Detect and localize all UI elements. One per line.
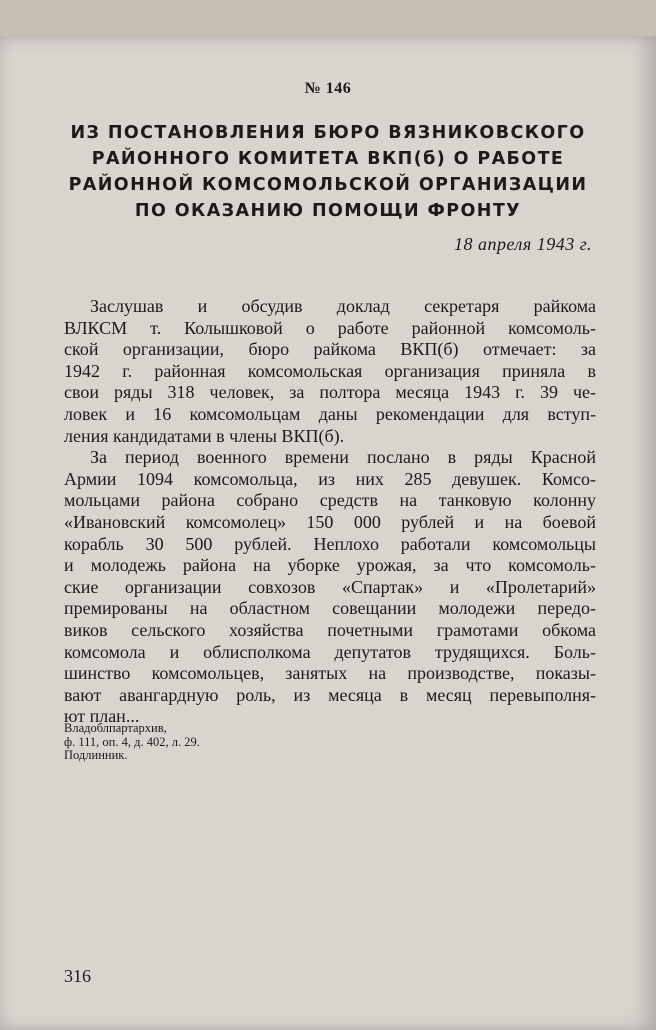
text-line: ские организации совхозов «Спартак» и «Пролетарий» (64, 576, 596, 597)
text-line: вают авангардную роль, из месяца в месяц перевыполня- (64, 684, 596, 705)
text-line: ВЛКСМ т. Колышковой о работе районной комсомоль- (64, 317, 596, 338)
text-line: виков сельского хозяйства почетными грамотами обкома (64, 619, 596, 640)
document-number: № 146 (304, 80, 352, 97)
text-line: мольцами района собрано средств на танковую колонну (64, 490, 596, 511)
text-line: «Ивановский комсомолец» 150 000 рублей и на боевой (64, 511, 596, 532)
scan-top-strip (0, 0, 656, 36)
document-title (60, 120, 596, 224)
text-line: корабль 30 500 рублей. Неплохо работали комсомольцы (64, 533, 596, 554)
text-line: комсомола и облисполкома депутатов трудящихся. Боль- (64, 641, 596, 662)
title-line: ПО ОКАЗАНИЮ ПОМОЩИ ФРОНТУ (134, 201, 522, 221)
title-line: РАЙОННОГО КОМИТЕТА ВКП(б) О РАБОТЕ (91, 149, 565, 169)
text-line: 1942 г. районная комсомольская организация приняла в (64, 360, 596, 381)
archive-line: Подлинник. (64, 748, 128, 762)
title-line: РАЙОННОЙ КОМСОМОЛЬСКОЙ ОРГАНИЗАЦИИ (68, 175, 588, 195)
paragraph-2 (64, 447, 596, 728)
archive-reference (64, 722, 200, 763)
archive-line: ф. 111, оп. 4, д. 402, л. 29. (64, 734, 200, 749)
archive-line: Владоблпартархив, (64, 721, 167, 735)
book-page (0, 36, 656, 1030)
page-number: 316 (64, 966, 91, 986)
text-line: премированы на областном совещании молодежи передо- (64, 598, 596, 619)
document-date: 18 апреля 1943 г. (453, 234, 592, 254)
text-line: ской организации, бюро райкома ВКП(б) отмечает: за (64, 339, 596, 360)
text-line: Заслушав и обсудив доклад секретаря райкома (90, 296, 596, 316)
text-line: шинство комсомольцев, занятых на производстве, показы- (64, 663, 596, 684)
text-line: ют план... (64, 706, 140, 727)
text-line: ловек и 16 комсомольцам даны рекомендации для вступ- (64, 403, 596, 424)
text-line: свои ряды 318 человек, за полтора месяца 1943 г. 39 че- (64, 382, 596, 403)
document-body (64, 296, 596, 728)
paragraph-1 (64, 296, 596, 447)
text-line: Армии 1094 комсомольца, из них 285 девушек. Комсо- (64, 468, 596, 489)
title-line: ИЗ ПОСТАНОВЛЕНИЯ БЮРО ВЯЗНИКОВСКОГО (70, 123, 586, 143)
text-line: За период военного времени послано в ряды Красной (90, 447, 596, 468)
text-line: и молодежь района на уборке урожая, за что комсомоль- (64, 555, 596, 576)
text-line: ления кандидатами в члены ВКП(б). (64, 425, 345, 446)
